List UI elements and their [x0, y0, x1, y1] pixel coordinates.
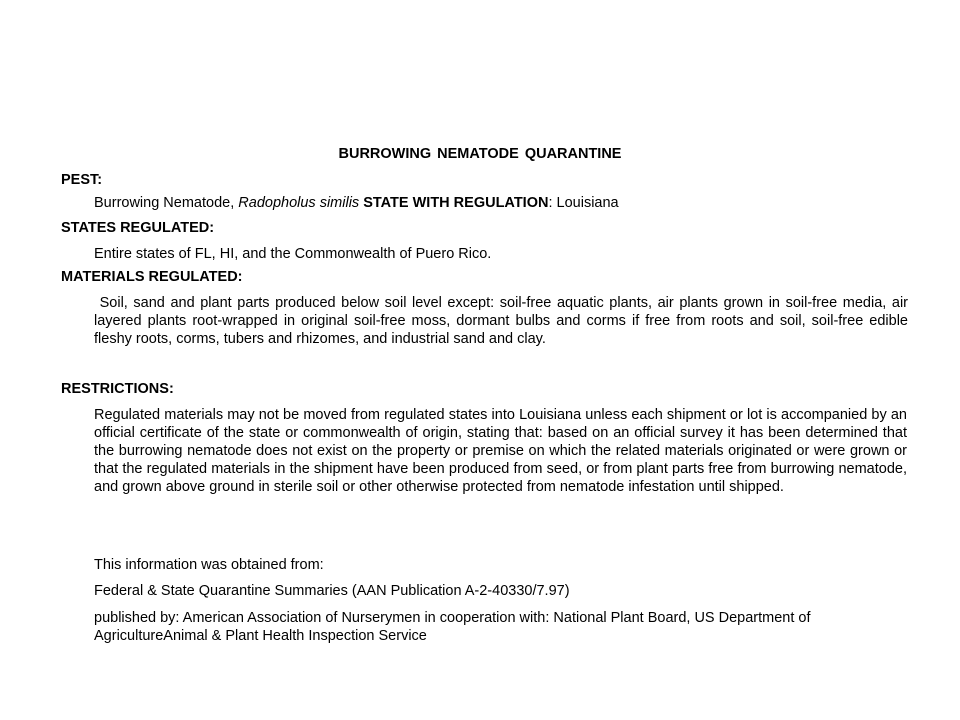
- restrictions-text: Regulated materials may not be moved from regulated states into Louisiana unless each shipment or lot is accompanied by an official certificate of the state or commonwealth of origin, stating that: based on an official survey it has been determined that the burrowing nematode does not exist on the property or premise on which the related materials originated or were grown or that the regulated materials in the shipment have been produced from seed, or from plant parts free from burrowing nematode, and grown above ground in sterile soil or other otherwise protected from nematode infestation until shipped.: [94, 407, 907, 495]
- regulation-label: STATE WITH REGULATION: [363, 195, 549, 211]
- pest-common-name: Burrowing Nematode,: [94, 195, 235, 211]
- regulation-state: Louisiana: [556, 195, 619, 211]
- source-intro: This information was obtained from:: [94, 557, 324, 573]
- materials-regulated-text: Soil, sand and plant parts produced below soil level except: soil-free aquatic plants, air plants grown in soil-free media, air layered plants root-wrapped in original soil-free moss, dormant bulbs and corms if free from roots and soil, soil-free edible fleshy roots, corms, tubers and rhizomes, and industrial sand and clay.: [94, 295, 913, 347]
- pest-line: [94, 194, 906, 212]
- states-regulated-text: Entire states of FL, HI, and the Commonwealth of Puero Rico.: [94, 246, 492, 262]
- document-title: BURROWING NEMATODE QUARANTINE: [338, 146, 622, 162]
- source-publication: Federal & State Quarantine Summaries (AAN Publication A-2-40330/7.97): [94, 583, 570, 599]
- pest-heading: PEST:: [61, 172, 103, 188]
- materials-regulated-heading: MATERIALS REGULATED:: [61, 269, 243, 285]
- regulation-separator: :: [548, 195, 553, 211]
- states-regulated-heading: STATES REGULATED:: [61, 220, 215, 236]
- restrictions-heading: RESTRICTIONS:: [61, 381, 174, 397]
- pest-scientific-name: Radopholus similis: [238, 195, 360, 211]
- source-publisher: published by: American Association of Nurserymen in cooperation with: National Plant Board, US Department of AgricultureAnimal & Plant Health Inspection Service: [94, 610, 811, 644]
